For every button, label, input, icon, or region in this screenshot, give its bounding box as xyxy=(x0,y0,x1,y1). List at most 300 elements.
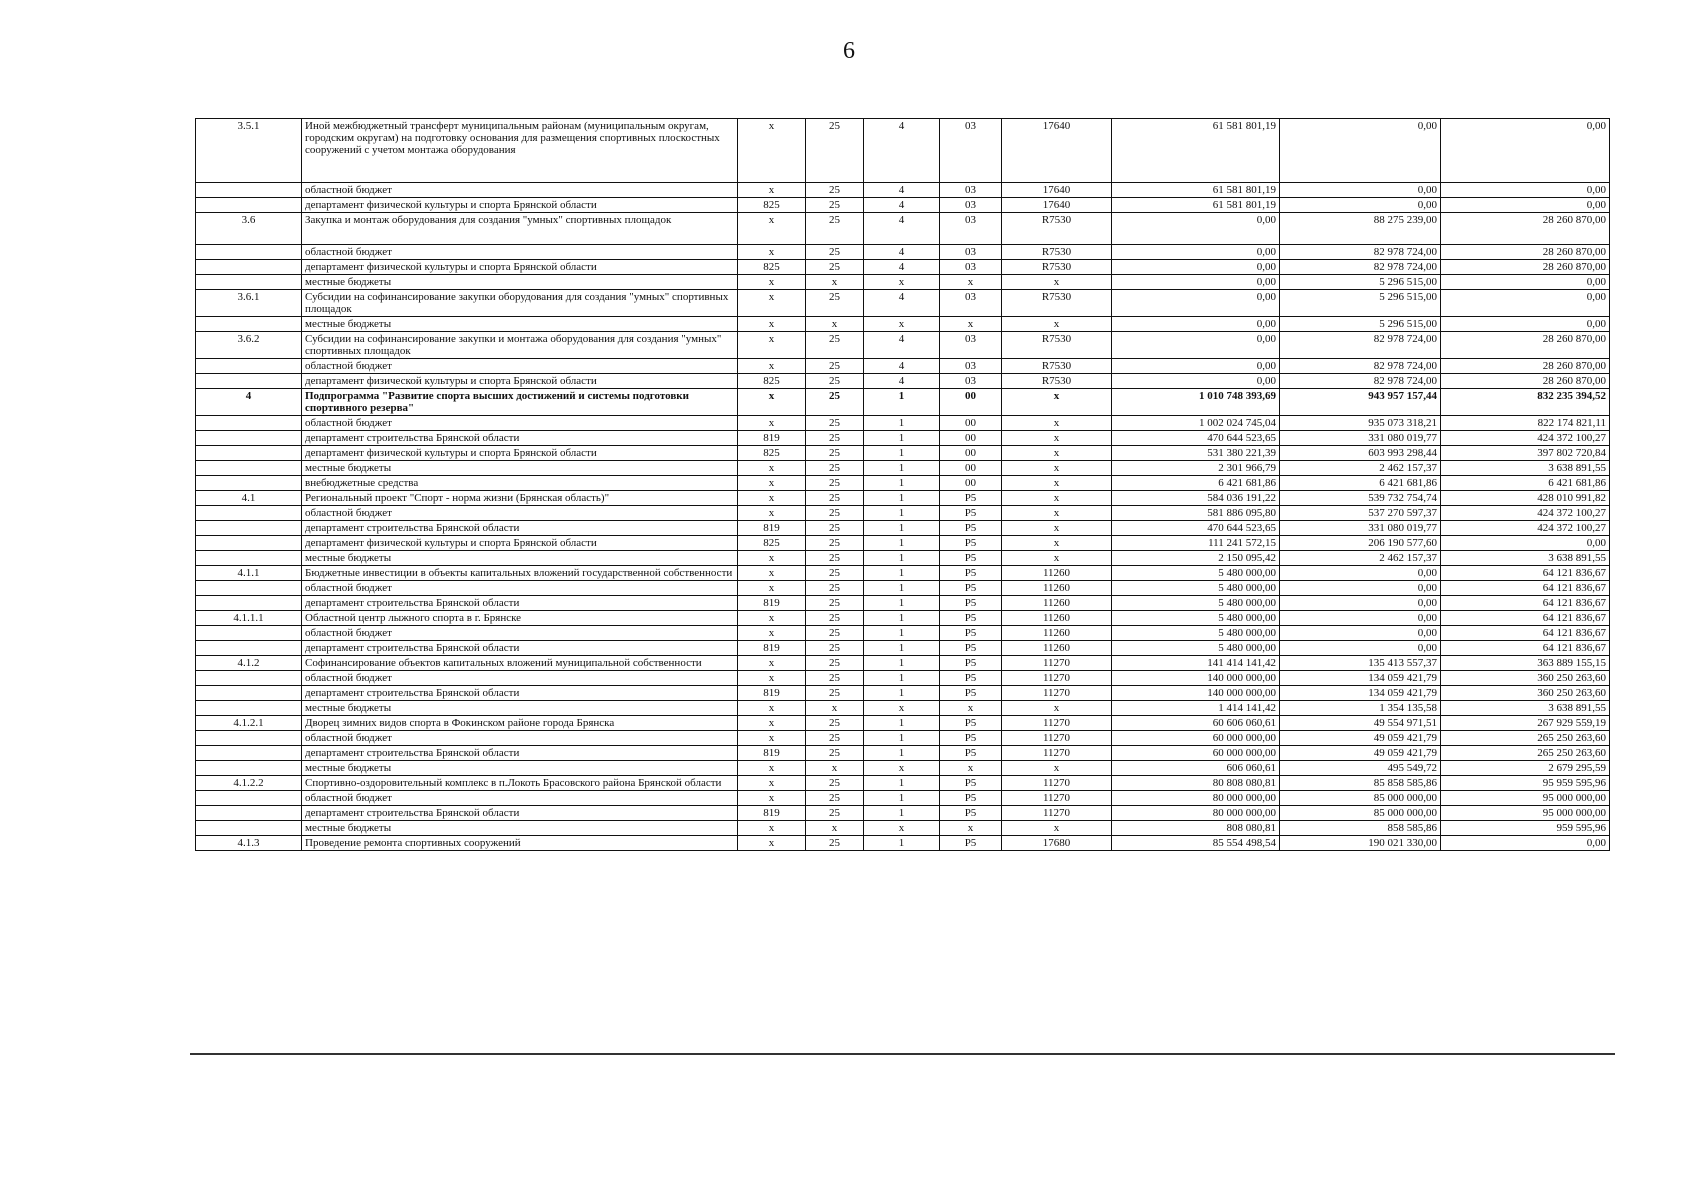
grbs-code-cell: х xyxy=(738,581,806,596)
direction-code-cell: х xyxy=(1002,431,1112,446)
row-number-cell xyxy=(196,806,302,821)
main-event-code-cell: P5 xyxy=(940,746,1002,761)
table-row xyxy=(196,506,1610,521)
direction-code-cell: х xyxy=(1002,521,1112,536)
subprogram-code-cell: х xyxy=(864,821,940,836)
amount-year1-cell: 1 010 748 393,69 xyxy=(1112,389,1280,416)
program-code-cell: х xyxy=(806,821,864,836)
row-name-cell: областной бюджет xyxy=(302,359,738,374)
amount-year1-cell: 606 060,61 xyxy=(1112,761,1280,776)
row-number-cell: 3.6.1 xyxy=(196,290,302,317)
amount-year1-cell: 531 380 221,39 xyxy=(1112,446,1280,461)
main-event-code-cell: P5 xyxy=(940,716,1002,731)
main-event-code-cell: 03 xyxy=(940,119,1002,183)
subprogram-code-cell: 4 xyxy=(864,260,940,275)
main-event-code-cell: P5 xyxy=(940,731,1002,746)
amount-year3-cell: 360 250 263,60 xyxy=(1441,686,1610,701)
row-number-cell xyxy=(196,551,302,566)
table-row xyxy=(196,581,1610,596)
main-event-code-cell: P5 xyxy=(940,521,1002,536)
table-row xyxy=(196,290,1610,317)
amount-year3-cell: 64 121 836,67 xyxy=(1441,581,1610,596)
amount-year3-cell: 95 000 000,00 xyxy=(1441,806,1610,821)
direction-code-cell: х xyxy=(1002,701,1112,716)
amount-year1-cell: 0,00 xyxy=(1112,245,1280,260)
row-number-cell xyxy=(196,731,302,746)
row-number-cell: 4.1.1.1 xyxy=(196,611,302,626)
subprogram-code-cell: 4 xyxy=(864,245,940,260)
program-code-cell: 25 xyxy=(806,611,864,626)
amount-year1-cell: 5 480 000,00 xyxy=(1112,596,1280,611)
direction-code-cell: х xyxy=(1002,446,1112,461)
direction-code-cell: 17640 xyxy=(1002,119,1112,183)
table-row xyxy=(196,626,1610,641)
amount-year2-cell: 331 080 019,77 xyxy=(1280,431,1441,446)
row-name-cell: департамент строительства Брянской области xyxy=(302,686,738,701)
direction-code-cell: 11270 xyxy=(1002,716,1112,731)
row-number-cell xyxy=(196,536,302,551)
amount-year3-cell: 0,00 xyxy=(1441,536,1610,551)
subprogram-code-cell: 1 xyxy=(864,716,940,731)
main-event-code-cell: P5 xyxy=(940,626,1002,641)
direction-code-cell: 17640 xyxy=(1002,183,1112,198)
amount-year1-cell: 61 581 801,19 xyxy=(1112,198,1280,213)
main-event-code-cell: P5 xyxy=(940,536,1002,551)
amount-year3-cell: 95 000 000,00 xyxy=(1441,791,1610,806)
row-name-cell: местные бюджеты xyxy=(302,275,738,290)
amount-year3-cell: 0,00 xyxy=(1441,183,1610,198)
row-number-cell xyxy=(196,183,302,198)
row-number-cell xyxy=(196,506,302,521)
grbs-code-cell: х xyxy=(738,626,806,641)
direction-code-cell: 11260 xyxy=(1002,581,1112,596)
subprogram-code-cell: 1 xyxy=(864,836,940,851)
amount-year3-cell: 360 250 263,60 xyxy=(1441,671,1610,686)
program-code-cell: 25 xyxy=(806,731,864,746)
direction-code-cell: 11260 xyxy=(1002,611,1112,626)
row-number-cell: 4.1.2.1 xyxy=(196,716,302,731)
amount-year2-cell: 539 732 754,74 xyxy=(1280,491,1441,506)
program-code-cell: 25 xyxy=(806,671,864,686)
main-event-code-cell: P5 xyxy=(940,671,1002,686)
amount-year2-cell: 0,00 xyxy=(1280,626,1441,641)
main-event-code-cell: P5 xyxy=(940,641,1002,656)
amount-year2-cell: 190 021 330,00 xyxy=(1280,836,1441,851)
grbs-code-cell: 825 xyxy=(738,536,806,551)
program-code-cell: 25 xyxy=(806,431,864,446)
row-name-cell: областной бюджет xyxy=(302,506,738,521)
main-event-code-cell: 00 xyxy=(940,416,1002,431)
main-event-code-cell: P5 xyxy=(940,791,1002,806)
row-number-cell xyxy=(196,791,302,806)
subprogram-code-cell: 1 xyxy=(864,476,940,491)
amount-year2-cell: 537 270 597,37 xyxy=(1280,506,1441,521)
program-code-cell: 25 xyxy=(806,521,864,536)
main-event-code-cell: P5 xyxy=(940,686,1002,701)
grbs-code-cell: 825 xyxy=(738,374,806,389)
grbs-code-cell: х xyxy=(738,476,806,491)
main-event-code-cell: 00 xyxy=(940,461,1002,476)
main-event-code-cell: 03 xyxy=(940,245,1002,260)
main-event-code-cell: х xyxy=(940,275,1002,290)
page-number: 6 xyxy=(843,38,855,64)
main-event-code-cell: х xyxy=(940,761,1002,776)
amount-year1-cell: 80 808 080,81 xyxy=(1112,776,1280,791)
amount-year1-cell: 80 000 000,00 xyxy=(1112,791,1280,806)
row-name-cell: департамент строительства Брянской области xyxy=(302,596,738,611)
program-code-cell: 25 xyxy=(806,198,864,213)
subprogram-code-cell: 1 xyxy=(864,626,940,641)
row-name-cell: Софинансирование объектов капитальных вложений муниципальной собственности xyxy=(302,656,738,671)
amount-year3-cell: 822 174 821,11 xyxy=(1441,416,1610,431)
program-code-cell: х xyxy=(806,317,864,332)
program-code-cell: 25 xyxy=(806,626,864,641)
table-row xyxy=(196,213,1610,245)
row-name-cell: Проведение ремонта спортивных сооружений xyxy=(302,836,738,851)
program-code-cell: 25 xyxy=(806,581,864,596)
page-bottom-rule xyxy=(190,1053,1615,1055)
grbs-code-cell: х xyxy=(738,183,806,198)
amount-year3-cell: 64 121 836,67 xyxy=(1441,566,1610,581)
program-code-cell: 25 xyxy=(806,183,864,198)
row-number-cell xyxy=(196,686,302,701)
main-event-code-cell: 03 xyxy=(940,359,1002,374)
amount-year3-cell: 397 802 720,84 xyxy=(1441,446,1610,461)
subprogram-code-cell: 1 xyxy=(864,581,940,596)
row-number-cell xyxy=(196,641,302,656)
subprogram-code-cell: 4 xyxy=(864,213,940,245)
amount-year2-cell: 6 421 681,86 xyxy=(1280,476,1441,491)
row-number-cell: 4.1 xyxy=(196,491,302,506)
program-code-cell: 25 xyxy=(806,506,864,521)
grbs-code-cell: х xyxy=(738,731,806,746)
grbs-code-cell: х xyxy=(738,836,806,851)
table-row xyxy=(196,836,1610,851)
main-event-code-cell: P5 xyxy=(940,506,1002,521)
main-event-code-cell: 03 xyxy=(940,260,1002,275)
row-name-cell: областной бюджет xyxy=(302,731,738,746)
row-name-cell: областной бюджет xyxy=(302,581,738,596)
program-code-cell: 25 xyxy=(806,119,864,183)
subprogram-code-cell: 1 xyxy=(864,671,940,686)
amount-year3-cell: 95 959 595,96 xyxy=(1441,776,1610,791)
row-name-cell: Дворец зимних видов спорта в Фокинском районе города Брянска xyxy=(302,716,738,731)
direction-code-cell: х xyxy=(1002,461,1112,476)
amount-year1-cell: 60 000 000,00 xyxy=(1112,731,1280,746)
amount-year3-cell: 3 638 891,55 xyxy=(1441,701,1610,716)
subprogram-code-cell: 1 xyxy=(864,506,940,521)
table-row xyxy=(196,746,1610,761)
amount-year1-cell: 2 301 966,79 xyxy=(1112,461,1280,476)
direction-code-cell: х xyxy=(1002,506,1112,521)
grbs-code-cell: х xyxy=(738,245,806,260)
amount-year1-cell: 5 480 000,00 xyxy=(1112,581,1280,596)
program-code-cell: 25 xyxy=(806,746,864,761)
program-code-cell: х xyxy=(806,701,864,716)
table-row xyxy=(196,461,1610,476)
amount-year2-cell: 943 957 157,44 xyxy=(1280,389,1441,416)
main-event-code-cell: 03 xyxy=(940,290,1002,317)
table-row xyxy=(196,761,1610,776)
main-event-code-cell: P5 xyxy=(940,836,1002,851)
row-number-cell xyxy=(196,245,302,260)
table-row xyxy=(196,536,1610,551)
direction-code-cell: 11270 xyxy=(1002,671,1112,686)
table-row xyxy=(196,374,1610,389)
table-row xyxy=(196,776,1610,791)
amount-year3-cell: 265 250 263,60 xyxy=(1441,746,1610,761)
amount-year3-cell: 64 121 836,67 xyxy=(1441,611,1610,626)
row-name-cell: Закупка и монтаж оборудования для создания "умных" спортивных площадок xyxy=(302,213,738,245)
amount-year2-cell: 134 059 421,79 xyxy=(1280,686,1441,701)
amount-year2-cell: 2 462 157,37 xyxy=(1280,551,1441,566)
amount-year2-cell: 0,00 xyxy=(1280,183,1441,198)
main-event-code-cell: P5 xyxy=(940,596,1002,611)
row-name-cell: областной бюджет xyxy=(302,416,738,431)
program-code-cell: 25 xyxy=(806,260,864,275)
program-code-cell: 25 xyxy=(806,686,864,701)
main-event-code-cell: P5 xyxy=(940,611,1002,626)
subprogram-code-cell: 1 xyxy=(864,491,940,506)
subprogram-code-cell: 1 xyxy=(864,596,940,611)
direction-code-cell: х xyxy=(1002,317,1112,332)
grbs-code-cell: 819 xyxy=(738,806,806,821)
program-code-cell: 25 xyxy=(806,416,864,431)
row-number-cell: 3.6.2 xyxy=(196,332,302,359)
program-code-cell: 25 xyxy=(806,776,864,791)
table-row xyxy=(196,611,1610,626)
amount-year1-cell: 5 480 000,00 xyxy=(1112,641,1280,656)
program-code-cell: 25 xyxy=(806,536,864,551)
amount-year2-cell: 85 000 000,00 xyxy=(1280,806,1441,821)
grbs-code-cell: 819 xyxy=(738,521,806,536)
amount-year2-cell: 206 190 577,60 xyxy=(1280,536,1441,551)
program-code-cell: 25 xyxy=(806,836,864,851)
amount-year3-cell: 0,00 xyxy=(1441,119,1610,183)
grbs-code-cell: х xyxy=(738,551,806,566)
table-row xyxy=(196,416,1610,431)
main-event-code-cell: 03 xyxy=(940,213,1002,245)
subprogram-code-cell: 4 xyxy=(864,119,940,183)
table-row xyxy=(196,359,1610,374)
program-code-cell: 25 xyxy=(806,656,864,671)
row-name-cell: департамент физической культуры и спорта Брянской области xyxy=(302,536,738,551)
table-row xyxy=(196,446,1610,461)
grbs-code-cell: х xyxy=(738,317,806,332)
row-number-cell xyxy=(196,521,302,536)
main-event-code-cell: х xyxy=(940,317,1002,332)
row-number-cell xyxy=(196,359,302,374)
amount-year3-cell: 2 679 295,59 xyxy=(1441,761,1610,776)
direction-code-cell: 11270 xyxy=(1002,686,1112,701)
direction-code-cell: х xyxy=(1002,551,1112,566)
main-event-code-cell: P5 xyxy=(940,491,1002,506)
amount-year1-cell: 808 080,81 xyxy=(1112,821,1280,836)
amount-year3-cell: 0,00 xyxy=(1441,290,1610,317)
grbs-code-cell: 819 xyxy=(738,596,806,611)
subprogram-code-cell: 1 xyxy=(864,536,940,551)
subprogram-code-cell: 4 xyxy=(864,332,940,359)
direction-code-cell: R7530 xyxy=(1002,374,1112,389)
amount-year3-cell: 0,00 xyxy=(1441,275,1610,290)
amount-year3-cell: 267 929 559,19 xyxy=(1441,716,1610,731)
main-event-code-cell: 03 xyxy=(940,374,1002,389)
row-number-cell: 4.1.2 xyxy=(196,656,302,671)
amount-year3-cell: 0,00 xyxy=(1441,198,1610,213)
row-name-cell: областной бюджет xyxy=(302,245,738,260)
direction-code-cell: 11260 xyxy=(1002,641,1112,656)
table-row xyxy=(196,431,1610,446)
amount-year3-cell: 64 121 836,67 xyxy=(1441,626,1610,641)
row-number-cell xyxy=(196,431,302,446)
subprogram-code-cell: 1 xyxy=(864,566,940,581)
direction-code-cell: R7530 xyxy=(1002,290,1112,317)
amount-year2-cell: 2 462 157,37 xyxy=(1280,461,1441,476)
direction-code-cell: х xyxy=(1002,275,1112,290)
subprogram-code-cell: 1 xyxy=(864,731,940,746)
amount-year1-cell: 584 036 191,22 xyxy=(1112,491,1280,506)
amount-year1-cell: 111 241 572,15 xyxy=(1112,536,1280,551)
amount-year2-cell: 0,00 xyxy=(1280,596,1441,611)
subprogram-code-cell: 1 xyxy=(864,791,940,806)
program-code-cell: 25 xyxy=(806,806,864,821)
amount-year1-cell: 0,00 xyxy=(1112,332,1280,359)
row-number-cell xyxy=(196,821,302,836)
row-number-cell: 4.1.1 xyxy=(196,566,302,581)
grbs-code-cell: х xyxy=(738,716,806,731)
row-number-cell: 3.6 xyxy=(196,213,302,245)
row-name-cell: внебюджетные средства xyxy=(302,476,738,491)
direction-code-cell: х xyxy=(1002,536,1112,551)
subprogram-code-cell: 4 xyxy=(864,374,940,389)
amount-year1-cell: 0,00 xyxy=(1112,213,1280,245)
amount-year3-cell: 3 638 891,55 xyxy=(1441,551,1610,566)
row-number-cell xyxy=(196,446,302,461)
amount-year2-cell: 0,00 xyxy=(1280,119,1441,183)
row-name-cell: Спортивно-оздоровительный комплекс в п.Локоть Брасовского района Брянской области xyxy=(302,776,738,791)
amount-year2-cell: 331 080 019,77 xyxy=(1280,521,1441,536)
table-row xyxy=(196,551,1610,566)
table-row xyxy=(196,671,1610,686)
amount-year3-cell: 832 235 394,52 xyxy=(1441,389,1610,416)
direction-code-cell: R7530 xyxy=(1002,332,1112,359)
main-event-code-cell: P5 xyxy=(940,551,1002,566)
grbs-code-cell: х xyxy=(738,821,806,836)
table-row xyxy=(196,596,1610,611)
program-code-cell: 25 xyxy=(806,791,864,806)
program-code-cell: 25 xyxy=(806,566,864,581)
row-number-cell: 4.1.3 xyxy=(196,836,302,851)
row-number-cell xyxy=(196,701,302,716)
row-name-cell: департамент строительства Брянской области xyxy=(302,746,738,761)
row-number-cell xyxy=(196,476,302,491)
row-name-cell: местные бюджеты xyxy=(302,317,738,332)
amount-year2-cell: 0,00 xyxy=(1280,641,1441,656)
table-row xyxy=(196,791,1610,806)
table-row xyxy=(196,332,1610,359)
grbs-code-cell: 819 xyxy=(738,431,806,446)
amount-year2-cell: 1 354 135,58 xyxy=(1280,701,1441,716)
table-row xyxy=(196,806,1610,821)
main-event-code-cell: P5 xyxy=(940,656,1002,671)
amount-year1-cell: 6 421 681,86 xyxy=(1112,476,1280,491)
subprogram-code-cell: 1 xyxy=(864,686,940,701)
program-code-cell: 25 xyxy=(806,245,864,260)
table-row xyxy=(196,686,1610,701)
subprogram-code-cell: 1 xyxy=(864,389,940,416)
direction-code-cell: х xyxy=(1002,821,1112,836)
amount-year2-cell: 0,00 xyxy=(1280,566,1441,581)
amount-year2-cell: 5 296 515,00 xyxy=(1280,290,1441,317)
amount-year3-cell: 28 260 870,00 xyxy=(1441,374,1610,389)
amount-year1-cell: 5 480 000,00 xyxy=(1112,626,1280,641)
amount-year1-cell: 80 000 000,00 xyxy=(1112,806,1280,821)
main-event-code-cell: 00 xyxy=(940,446,1002,461)
amount-year3-cell: 959 595,96 xyxy=(1441,821,1610,836)
direction-code-cell: 17680 xyxy=(1002,836,1112,851)
amount-year1-cell: 61 581 801,19 xyxy=(1112,183,1280,198)
amount-year1-cell: 61 581 801,19 xyxy=(1112,119,1280,183)
amount-year3-cell: 424 372 100,27 xyxy=(1441,431,1610,446)
grbs-code-cell: х xyxy=(738,761,806,776)
main-event-code-cell: 00 xyxy=(940,431,1002,446)
table-row xyxy=(196,491,1610,506)
table-row xyxy=(196,566,1610,581)
amount-year1-cell: 60 606 060,61 xyxy=(1112,716,1280,731)
amount-year3-cell: 28 260 870,00 xyxy=(1441,245,1610,260)
budget-table xyxy=(195,118,1610,851)
row-name-cell: департамент физической культуры и спорта Брянской области xyxy=(302,260,738,275)
amount-year1-cell: 470 644 523,65 xyxy=(1112,521,1280,536)
table-row xyxy=(196,731,1610,746)
direction-code-cell: х xyxy=(1002,389,1112,416)
program-code-cell: 25 xyxy=(806,551,864,566)
amount-year2-cell: 85 858 585,86 xyxy=(1280,776,1441,791)
grbs-code-cell: х xyxy=(738,671,806,686)
main-event-code-cell: х xyxy=(940,821,1002,836)
row-name-cell: областной бюджет xyxy=(302,791,738,806)
row-name-cell: департамент физической культуры и спорта Брянской области xyxy=(302,446,738,461)
table-row xyxy=(196,716,1610,731)
amount-year3-cell: 0,00 xyxy=(1441,836,1610,851)
subprogram-code-cell: 1 xyxy=(864,461,940,476)
main-event-code-cell: P5 xyxy=(940,566,1002,581)
direction-code-cell: R7530 xyxy=(1002,359,1112,374)
main-event-code-cell: х xyxy=(940,701,1002,716)
amount-year1-cell: 60 000 000,00 xyxy=(1112,746,1280,761)
amount-year1-cell: 141 414 141,42 xyxy=(1112,656,1280,671)
grbs-code-cell: х xyxy=(738,359,806,374)
direction-code-cell: х xyxy=(1002,476,1112,491)
grbs-code-cell: 825 xyxy=(738,198,806,213)
subprogram-code-cell: х xyxy=(864,761,940,776)
main-event-code-cell: 00 xyxy=(940,476,1002,491)
program-code-cell: 25 xyxy=(806,374,864,389)
table-row xyxy=(196,198,1610,213)
grbs-code-cell: 819 xyxy=(738,641,806,656)
table-row xyxy=(196,119,1610,183)
row-name-cell: местные бюджеты xyxy=(302,461,738,476)
amount-year3-cell: 64 121 836,67 xyxy=(1441,641,1610,656)
amount-year3-cell: 363 889 155,15 xyxy=(1441,656,1610,671)
amount-year2-cell: 49 059 421,79 xyxy=(1280,731,1441,746)
subprogram-code-cell: 4 xyxy=(864,290,940,317)
amount-year1-cell: 0,00 xyxy=(1112,260,1280,275)
table-row xyxy=(196,317,1610,332)
row-name-cell: департамент строительства Брянской области xyxy=(302,431,738,446)
direction-code-cell: R7530 xyxy=(1002,245,1112,260)
direction-code-cell: R7530 xyxy=(1002,260,1112,275)
